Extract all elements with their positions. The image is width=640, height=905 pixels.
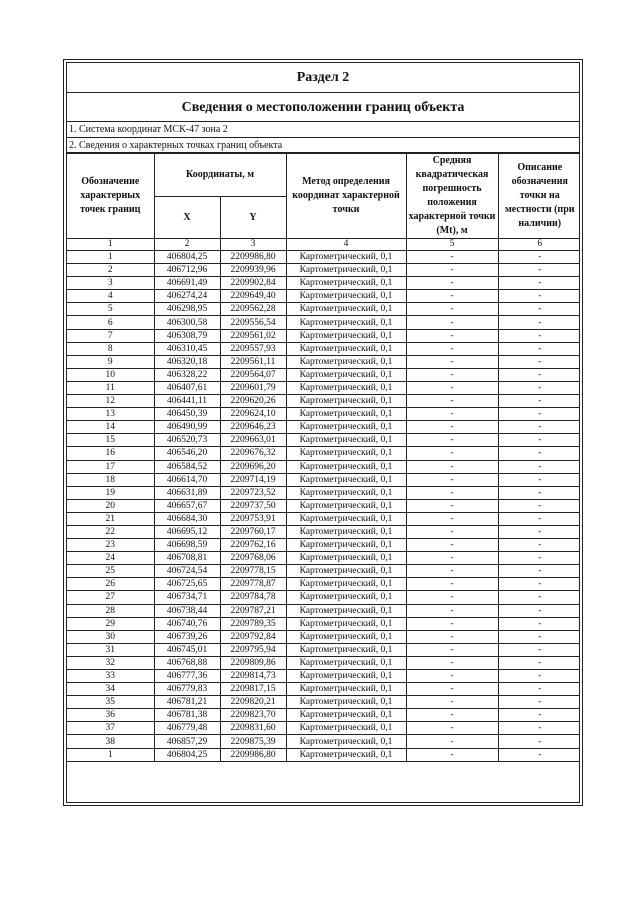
- cell-y: 2209820,21: [220, 696, 286, 709]
- cell-method: Картометрический, 0,1: [286, 683, 406, 696]
- table-row: [67, 683, 580, 696]
- cell-y: 2209714,19: [220, 473, 286, 486]
- cell-description: -: [498, 643, 580, 656]
- cell-description: -: [498, 251, 580, 264]
- cell-x: 406684,30: [154, 512, 220, 525]
- cell-method: Картометрический, 0,1: [286, 617, 406, 630]
- table-row: [67, 604, 580, 617]
- table-row: [67, 617, 580, 630]
- cell-y: 2209792,84: [220, 630, 286, 643]
- cell-point-number: 20: [67, 499, 154, 512]
- header-point-designation: Обозначение характерных точек границ: [67, 154, 154, 239]
- cell-x: 406695,12: [154, 525, 220, 538]
- cell-x: 406768,88: [154, 656, 220, 669]
- cell-x: 406584,52: [154, 460, 220, 473]
- table-row: [67, 709, 580, 722]
- table-row: [67, 355, 580, 368]
- cell-point-number: 34: [67, 683, 154, 696]
- cell-method: Картометрический, 0,1: [286, 381, 406, 394]
- table-row: [67, 251, 580, 264]
- cell-y: 2209795,94: [220, 643, 286, 656]
- cell-y: 2209564,07: [220, 368, 286, 381]
- cell-point-number: 11: [67, 381, 154, 394]
- cell-error: -: [406, 277, 498, 290]
- table-row: [67, 670, 580, 683]
- cell-description: -: [498, 617, 580, 630]
- cell-description: -: [498, 735, 580, 748]
- cell-description: -: [498, 290, 580, 303]
- cell-error: -: [406, 342, 498, 355]
- cell-x: 406738,44: [154, 604, 220, 617]
- table-row: [67, 447, 580, 460]
- cell-y: 2209562,28: [220, 303, 286, 316]
- cell-x: 406779,83: [154, 683, 220, 696]
- cell-point-number: 9: [67, 355, 154, 368]
- cell-point-number: 7: [67, 329, 154, 342]
- table-row: [67, 264, 580, 277]
- cell-description: -: [498, 696, 580, 709]
- cell-description: -: [498, 316, 580, 329]
- column-number: 2: [154, 239, 220, 251]
- cell-description: -: [498, 381, 580, 394]
- cell-error: -: [406, 434, 498, 447]
- cell-x: 406631,89: [154, 486, 220, 499]
- cell-method: Картометрический, 0,1: [286, 277, 406, 290]
- cell-method: Картометрический, 0,1: [286, 591, 406, 604]
- cell-y: 2209601,79: [220, 381, 286, 394]
- table-row: [67, 434, 580, 447]
- cell-description: -: [498, 460, 580, 473]
- cell-y: 2209902,84: [220, 277, 286, 290]
- cell-error: -: [406, 683, 498, 696]
- cell-point-number: 23: [67, 539, 154, 552]
- table-row: [67, 408, 580, 421]
- cell-error: -: [406, 565, 498, 578]
- cell-method: Картометрический, 0,1: [286, 408, 406, 421]
- cell-error: -: [406, 251, 498, 264]
- cell-point-number: 4: [67, 290, 154, 303]
- cell-y: 2209809,86: [220, 656, 286, 669]
- cell-method: Картометрический, 0,1: [286, 748, 406, 761]
- cell-x: 406407,61: [154, 381, 220, 394]
- cell-description: -: [498, 525, 580, 538]
- cell-point-number: 3: [67, 277, 154, 290]
- cell-x: 406724,54: [154, 565, 220, 578]
- cell-description: -: [498, 355, 580, 368]
- cell-y: 2209620,26: [220, 395, 286, 408]
- cell-error: -: [406, 552, 498, 565]
- cell-method: Картометрический, 0,1: [286, 329, 406, 342]
- cell-error: -: [406, 460, 498, 473]
- cell-point-number: 24: [67, 552, 154, 565]
- cell-description: -: [498, 709, 580, 722]
- coordinate-system-line: 1. Система координат МСК-47 зона 2: [67, 122, 579, 138]
- cell-y: 2209723,52: [220, 486, 286, 499]
- table-row: [67, 656, 580, 669]
- table-row: [67, 539, 580, 552]
- table-row: [67, 460, 580, 473]
- cell-y: 2209561,02: [220, 329, 286, 342]
- cell-x: 406712,96: [154, 264, 220, 277]
- cell-x: 406739,26: [154, 630, 220, 643]
- cell-point-number: 12: [67, 395, 154, 408]
- table-body: [67, 251, 580, 762]
- table-row: [67, 277, 580, 290]
- cell-description: -: [498, 604, 580, 617]
- cell-x: 406450,39: [154, 408, 220, 421]
- document-frame: [63, 59, 583, 806]
- header-error: Средняя квадратическая погрешность положения характерной точки (Mt), м: [406, 154, 498, 239]
- cell-y: 2209875,39: [220, 735, 286, 748]
- table-row: [67, 525, 580, 538]
- cell-method: Картометрический, 0,1: [286, 512, 406, 525]
- cell-error: -: [406, 617, 498, 630]
- cell-y: 2209649,40: [220, 290, 286, 303]
- table-row: [67, 748, 580, 761]
- cell-method: Картометрический, 0,1: [286, 630, 406, 643]
- cell-method: Картометрический, 0,1: [286, 303, 406, 316]
- cell-method: Картометрический, 0,1: [286, 696, 406, 709]
- cell-x: 406779,48: [154, 722, 220, 735]
- cell-y: 2209737,50: [220, 499, 286, 512]
- cell-method: Картометрический, 0,1: [286, 486, 406, 499]
- cell-method: Картометрический, 0,1: [286, 709, 406, 722]
- cell-description: -: [498, 722, 580, 735]
- cell-description: -: [498, 748, 580, 761]
- cell-method: Картометрический, 0,1: [286, 264, 406, 277]
- table-row: [67, 421, 580, 434]
- cell-method: Картометрический, 0,1: [286, 539, 406, 552]
- cell-error: -: [406, 578, 498, 591]
- cell-error: -: [406, 355, 498, 368]
- cell-description: -: [498, 591, 580, 604]
- cell-error: -: [406, 630, 498, 643]
- table-row: [67, 486, 580, 499]
- cell-point-number: 18: [67, 473, 154, 486]
- cell-method: Картометрический, 0,1: [286, 578, 406, 591]
- cell-method: Картометрический, 0,1: [286, 434, 406, 447]
- cell-x: 406328,22: [154, 368, 220, 381]
- cell-description: -: [498, 329, 580, 342]
- cell-error: -: [406, 670, 498, 683]
- cell-y: 2209561,11: [220, 355, 286, 368]
- table-row: [67, 696, 580, 709]
- cell-point-number: 1: [67, 748, 154, 761]
- cell-x: 406274,24: [154, 290, 220, 303]
- table-row: [67, 316, 580, 329]
- cell-error: -: [406, 539, 498, 552]
- cell-method: Картометрический, 0,1: [286, 643, 406, 656]
- table-row: [67, 329, 580, 342]
- cell-x: 406614,70: [154, 473, 220, 486]
- cell-description: -: [498, 368, 580, 381]
- cell-error: -: [406, 421, 498, 434]
- cell-x: 406708,81: [154, 552, 220, 565]
- cell-point-number: 32: [67, 656, 154, 669]
- cell-error: -: [406, 604, 498, 617]
- cell-point-number: 38: [67, 735, 154, 748]
- cell-point-number: 8: [67, 342, 154, 355]
- cell-y: 2209789,35: [220, 617, 286, 630]
- cell-description: -: [498, 630, 580, 643]
- cell-y: 2209556,54: [220, 316, 286, 329]
- table-row: [67, 735, 580, 748]
- cell-error: -: [406, 368, 498, 381]
- header-x: X: [154, 197, 220, 239]
- cell-y: 2209663,01: [220, 434, 286, 447]
- cell-method: Картометрический, 0,1: [286, 670, 406, 683]
- cell-error: -: [406, 709, 498, 722]
- cell-x: 406804,25: [154, 251, 220, 264]
- cell-y: 2209646,23: [220, 421, 286, 434]
- column-number: 5: [406, 239, 498, 251]
- cell-x: 406725,65: [154, 578, 220, 591]
- cell-y: 2209624,10: [220, 408, 286, 421]
- cell-y: 2209753,91: [220, 512, 286, 525]
- table-row: [67, 395, 580, 408]
- cell-x: 406657,67: [154, 499, 220, 512]
- cell-point-number: 37: [67, 722, 154, 735]
- table-row: [67, 565, 580, 578]
- header-coordinates: Координаты, м: [154, 154, 286, 197]
- cell-point-number: 36: [67, 709, 154, 722]
- column-number: 4: [286, 239, 406, 251]
- cell-method: Картометрический, 0,1: [286, 525, 406, 538]
- cell-y: 2209760,17: [220, 525, 286, 538]
- table-row: [67, 290, 580, 303]
- cell-method: Картометрический, 0,1: [286, 656, 406, 669]
- cell-point-number: 17: [67, 460, 154, 473]
- cell-method: Картометрический, 0,1: [286, 722, 406, 735]
- cell-description: -: [498, 656, 580, 669]
- cell-point-number: 31: [67, 643, 154, 656]
- cell-error: -: [406, 722, 498, 735]
- cell-method: Картометрический, 0,1: [286, 473, 406, 486]
- header-description: Описание обозначения точки на местности (при наличии): [498, 154, 580, 239]
- cell-method: Картометрический, 0,1: [286, 342, 406, 355]
- cell-y: 2209986,80: [220, 251, 286, 264]
- cell-x: 406300,58: [154, 316, 220, 329]
- cell-x: 406857,29: [154, 735, 220, 748]
- cell-description: -: [498, 395, 580, 408]
- cell-y: 2209814,73: [220, 670, 286, 683]
- cell-point-number: 35: [67, 696, 154, 709]
- cell-y: 2209762,16: [220, 539, 286, 552]
- cell-description: -: [498, 447, 580, 460]
- cell-error: -: [406, 408, 498, 421]
- cell-method: Картометрический, 0,1: [286, 460, 406, 473]
- cell-description: -: [498, 578, 580, 591]
- cell-point-number: 19: [67, 486, 154, 499]
- cell-description: -: [498, 539, 580, 552]
- cell-description: -: [498, 277, 580, 290]
- cell-x: 406546,20: [154, 447, 220, 460]
- cell-x: 406781,21: [154, 696, 220, 709]
- cell-description: -: [498, 408, 580, 421]
- table-row: [67, 552, 580, 565]
- cell-x: 406745,01: [154, 643, 220, 656]
- cell-x: 406691,49: [154, 277, 220, 290]
- table-row: [67, 303, 580, 316]
- cell-point-number: 2: [67, 264, 154, 277]
- section-title: Раздел 2: [67, 63, 579, 93]
- cell-error: -: [406, 735, 498, 748]
- cell-method: Картометрический, 0,1: [286, 499, 406, 512]
- table-row: [67, 578, 580, 591]
- header-y: Y: [220, 197, 286, 239]
- cell-x: 406320,18: [154, 355, 220, 368]
- cell-point-number: 13: [67, 408, 154, 421]
- cell-point-number: 15: [67, 434, 154, 447]
- cell-description: -: [498, 473, 580, 486]
- cell-description: -: [498, 264, 580, 277]
- cell-error: -: [406, 316, 498, 329]
- cell-method: Картометрический, 0,1: [286, 355, 406, 368]
- cell-x: 406298,95: [154, 303, 220, 316]
- cell-error: -: [406, 264, 498, 277]
- cell-point-number: 22: [67, 525, 154, 538]
- cell-x: 406734,71: [154, 591, 220, 604]
- column-number: 3: [220, 239, 286, 251]
- cell-y: 2209784,78: [220, 591, 286, 604]
- cell-description: -: [498, 434, 580, 447]
- column-number: 1: [67, 239, 154, 251]
- document-inner-frame: [66, 62, 580, 803]
- cell-y: 2209557,93: [220, 342, 286, 355]
- cell-description: -: [498, 565, 580, 578]
- table-row: [67, 643, 580, 656]
- cell-x: 406520,73: [154, 434, 220, 447]
- table-row: [67, 342, 580, 355]
- cell-point-number: 28: [67, 604, 154, 617]
- cell-point-number: 25: [67, 565, 154, 578]
- cell-point-number: 21: [67, 512, 154, 525]
- cell-x: 406310,45: [154, 342, 220, 355]
- column-number: 6: [498, 239, 580, 251]
- table-row: [67, 499, 580, 512]
- cell-error: -: [406, 303, 498, 316]
- table-row: [67, 512, 580, 525]
- cell-description: -: [498, 421, 580, 434]
- cell-point-number: 6: [67, 316, 154, 329]
- cell-y: 2209778,87: [220, 578, 286, 591]
- cell-point-number: 10: [67, 368, 154, 381]
- cell-method: Картометрический, 0,1: [286, 368, 406, 381]
- cell-point-number: 29: [67, 617, 154, 630]
- cell-error: -: [406, 656, 498, 669]
- cell-description: -: [498, 552, 580, 565]
- cell-y: 2209787,21: [220, 604, 286, 617]
- cell-y: 2209939,96: [220, 264, 286, 277]
- points-info-line: 2. Сведения о характерных точках границ объекта: [67, 138, 579, 153]
- cell-description: -: [498, 499, 580, 512]
- table-row: [67, 473, 580, 486]
- cell-y: 2209817,15: [220, 683, 286, 696]
- cell-error: -: [406, 499, 498, 512]
- table-row: [67, 368, 580, 381]
- cell-description: -: [498, 486, 580, 499]
- table-row: [67, 630, 580, 643]
- cell-method: Картометрический, 0,1: [286, 447, 406, 460]
- cell-error: -: [406, 381, 498, 394]
- cell-method: Картометрический, 0,1: [286, 251, 406, 264]
- cell-method: Картометрический, 0,1: [286, 316, 406, 329]
- cell-x: 406777,36: [154, 670, 220, 683]
- cell-x: 406308,79: [154, 329, 220, 342]
- cell-error: -: [406, 473, 498, 486]
- cell-point-number: 16: [67, 447, 154, 460]
- cell-x: 406698,59: [154, 539, 220, 552]
- cell-method: Картометрический, 0,1: [286, 421, 406, 434]
- cell-method: Картометрический, 0,1: [286, 735, 406, 748]
- cell-point-number: 14: [67, 421, 154, 434]
- cell-description: -: [498, 512, 580, 525]
- cell-y: 2209676,32: [220, 447, 286, 460]
- cell-point-number: 27: [67, 591, 154, 604]
- cell-error: -: [406, 696, 498, 709]
- cell-description: -: [498, 670, 580, 683]
- table-row: [67, 591, 580, 604]
- cell-description: -: [498, 342, 580, 355]
- cell-x: 406740,76: [154, 617, 220, 630]
- cell-error: -: [406, 329, 498, 342]
- cell-y: 2209831,60: [220, 722, 286, 735]
- cell-method: Картометрический, 0,1: [286, 395, 406, 408]
- cell-error: -: [406, 512, 498, 525]
- header-method: Метод определения координат характерной точки: [286, 154, 406, 239]
- cell-point-number: 33: [67, 670, 154, 683]
- cell-y: 2209768,06: [220, 552, 286, 565]
- cell-y: 2209778,15: [220, 565, 286, 578]
- cell-x: 406490,99: [154, 421, 220, 434]
- cell-point-number: 1: [67, 251, 154, 264]
- cell-x: 406781,38: [154, 709, 220, 722]
- cell-x: 406804,25: [154, 748, 220, 761]
- cell-error: -: [406, 447, 498, 460]
- cell-method: Картометрический, 0,1: [286, 565, 406, 578]
- cell-error: -: [406, 395, 498, 408]
- cell-error: -: [406, 591, 498, 604]
- cell-description: -: [498, 303, 580, 316]
- column-number-row: [67, 239, 580, 251]
- table-row: [67, 381, 580, 394]
- cell-y: 2209823,70: [220, 709, 286, 722]
- cell-y: 2209986,80: [220, 748, 286, 761]
- cell-error: -: [406, 486, 498, 499]
- table-row: [67, 722, 580, 735]
- section-subtitle: Сведения о местоположении границ объекта: [67, 93, 579, 122]
- cell-x: 406441,11: [154, 395, 220, 408]
- cell-point-number: 26: [67, 578, 154, 591]
- cell-error: -: [406, 290, 498, 303]
- cell-method: Картометрический, 0,1: [286, 290, 406, 303]
- cell-point-number: 5: [67, 303, 154, 316]
- cell-error: -: [406, 525, 498, 538]
- cell-error: -: [406, 643, 498, 656]
- cell-y: 2209696,20: [220, 460, 286, 473]
- cell-error: -: [406, 748, 498, 761]
- cell-description: -: [498, 683, 580, 696]
- cell-method: Картометрический, 0,1: [286, 552, 406, 565]
- cell-method: Картометрический, 0,1: [286, 604, 406, 617]
- cell-point-number: 30: [67, 630, 154, 643]
- boundary-points-table: [67, 153, 580, 762]
